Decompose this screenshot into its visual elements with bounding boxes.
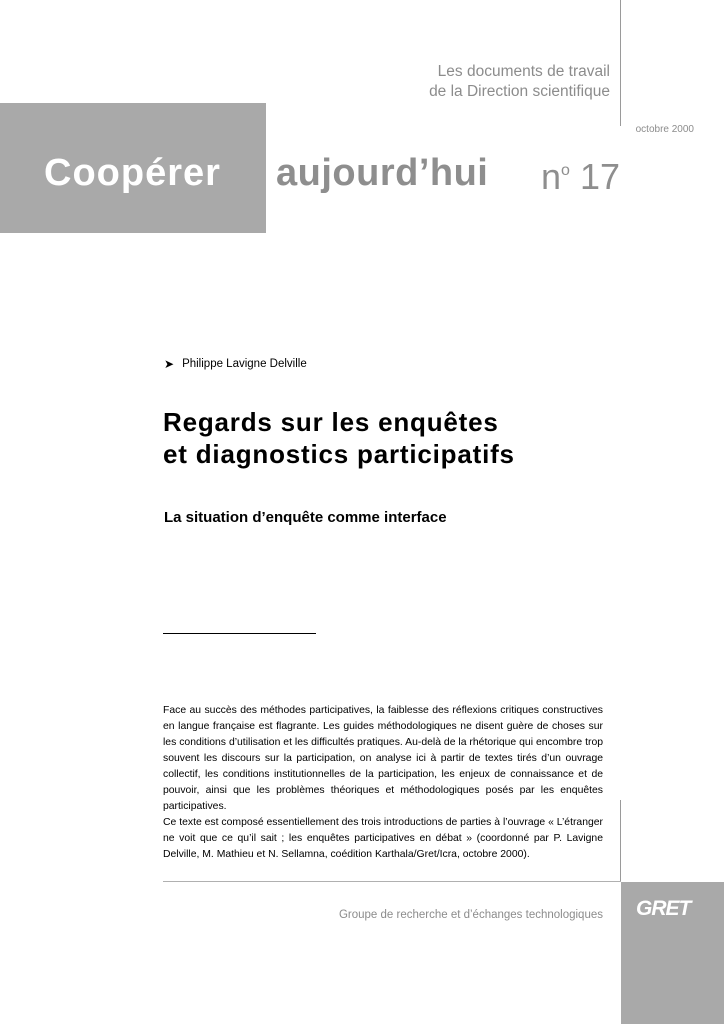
issue-number — [541, 156, 620, 198]
gret-logo: GRET — [636, 897, 691, 920]
author-name: Philippe Lavigne Delville — [182, 358, 307, 370]
footer-rule — [163, 881, 621, 882]
title-cooperer: Coopérer — [44, 152, 221, 194]
series-line-2: de la Direction scientifique — [429, 83, 610, 100]
author-line — [164, 357, 307, 371]
bottom-vertical-rule — [620, 800, 621, 882]
abstract — [163, 703, 603, 863]
abstract-paragraph-2: Ce texte est composé essentiellement des trois introductions de parties à l’ouvrage « L’étranger ne voit que ce qu’il sait ; les enquêtes participatives en débat » (coordonné par P. Lavigne Delville, M. Mathieu et N. Sellamna, coédition Karthala/Gret/Icra, octobre 2000). — [163, 817, 603, 860]
arrow-icon: ➤ — [164, 357, 175, 371]
title-aujourdhui: aujourd’hui — [276, 152, 489, 194]
issue-number-prefix: n — [541, 156, 562, 197]
abstract-paragraph-1: Face au succès des méthodes participatives, la faiblesse des réflexions critiques constructives en langue française est flagrante. Les guides méthodologiques ne disent guère de choses sur les conditions d’utilisation et les difficultés pratiques. Au-delà de la rhétorique qui encombre trop souvent les discours sur la participation, on analyse ici à partir de textes tirés d’un ouvrage collectif, les conditions institutionnelles de la participation, les enjeux de connaissance et de pouvoir, ainsi que les problèmes théoriques et méthodologiques posés par les enquêtes participatives. — [163, 705, 603, 812]
organization-name: Groupe de recherche et d’échanges technologiques — [338, 909, 603, 921]
separator-rule — [163, 633, 316, 634]
publication-date: octobre 2000 — [635, 124, 694, 135]
issue-number-value: 17 — [579, 156, 620, 197]
headline-line-2: et diagnostics participatifs — [163, 439, 515, 469]
top-vertical-rule — [620, 0, 621, 126]
issue-number-sup: o — [561, 162, 570, 179]
article-subtitle: La situation d’enquête comme interface — [164, 509, 447, 526]
series-title — [429, 62, 610, 102]
headline-line-1: Regards sur les enquêtes — [163, 407, 499, 437]
article-headline — [163, 406, 515, 470]
series-line-1: Les documents de travail — [437, 63, 610, 80]
